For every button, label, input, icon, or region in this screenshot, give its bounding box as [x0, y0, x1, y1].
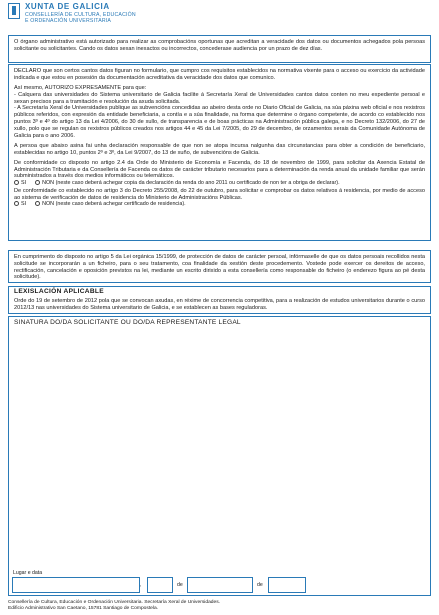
residence-options: [14, 201, 425, 208]
footer-line-2: Edificio Administrativo San Caetano, 15781 Santiago de Compostela.: [8, 606, 159, 611]
legislation-text: Orde do 19 de setembro de 2012 pola que se convocan axudas, en réxime de concorrencia competitiva, para a realización de estudos universitarios durante o curso 2012/13 nas universidades do Sistema universitario de Galicia, e se establecen as bases reguladoras.: [14, 297, 425, 311]
place-input[interactable]: [12, 577, 140, 593]
verification-notice-text: O órgano administrativo está autorizado para realizar as comprobacións oportunas que acreditan a veracidade dos datos ou documentos achegados pola persoas solicitante ou solicitantes. Cando os datos sexan inexactos ou incorrectos, concederase audiencia por un prazo de dez días.: [14, 39, 425, 52]
date-separator-de-2: de: [257, 582, 263, 588]
authorize-item-publication: - A Secretaría Xeral de Universidades publique as subvencións concedidas ao abeiro desta orde no Diario Oficial de Galicia, na súa páxina web oficial e nos rexistros públicos referidos, con expresión da entidade beneficiaria, a contía e a súa finalidade, na forma que determine o órgano competente, de acordo co establecido nos puntos 3º e 4º do artigo 13 da Lei 4/2006, do 30 de xullo, de transparencia e de boas prácticas na Administración pública galega, e no Decreto 132/2006, do 27 de xullo, polo que se regulan os rexistros públicos creados nos artigos 44 e 45 da Lei 7/2005, do 29 de decembro, de orzamentos xerais da Comunidade Autónoma de Galicia para o ano 2006.: [14, 105, 425, 139]
footer-line-1: Consellería de Cultura, Educación e Ordenación Universitaria. Secretaría Xeral de Universidades.: [8, 600, 221, 605]
residence-si-radio[interactable]: [14, 201, 19, 206]
declare-text: DECLARO que son certos cantos datos figuran no formulario, que cumpro cos requisitos establecidos na normativa vixente para o acceso ou exercicio da actividade indicada e que estou en posesión da documentación acreditativa da veracidade dos datos que comunico.: [14, 68, 425, 81]
header: [8, 3, 308, 29]
department-name: [25, 12, 136, 25]
verification-notice-box: [8, 35, 431, 63]
legislation-box: [8, 286, 431, 314]
authorize-intro: Así mesmo, AUTORIZO EXPRESAMENTE para que:: [14, 84, 147, 91]
authorize-item-universities: - Calquera das universidades do Sistema universitario de Galicia facilite á Secretaría Xeral de Universidades cantos datos conten no meu expediente persoal e sexan precisos para a tramitación e resolución da axuda solicitada.: [14, 91, 425, 105]
xunta-logo-icon: [8, 3, 20, 19]
tax-data-options: [14, 180, 425, 187]
residence-si-label: SI: [21, 201, 27, 208]
tax-si-label: SI: [21, 180, 27, 187]
department-line-1: CONSELLERÍA DE CULTURA, EDUCACIÓN: [25, 12, 136, 18]
beneficiary-declaration: A persoa que abaixo asina fai unha declaración responsable de que non se atopa incursa nalgunha das circunstancias para obter a condición de beneficiario, establecidas no artigo 10, puntos 2º e 3º, da Lei 9/2007, do 13 de xuño, de subvencións de Galicia.: [14, 142, 425, 156]
residence-consent-text: De conformidade co establecido no artigo 3 do Decreto 255/2008, do 22 de outubro, para solicitar e comprobar os datos relativos á residencia, por medio de acceso ao sistema de verificación de datos de residencia do Ministerio de Administracións Públicas.: [14, 187, 425, 201]
footer-address: [8, 600, 220, 612]
org-name: XUNTA DE GALICIA: [25, 2, 110, 11]
tax-data-consent-text: De conformidade co disposto no artigo 2.4 da Orde do Ministerio de Economía e Facenda, do 18 de novembro de 1999, para solicitar da Axencia Estatal de Administración Tributaria e da Consellería de Facenda os datos de carácter tributario necesarios para a determinación da renda anual da unidade familiar que serán subministrados a través dos medios informáticos ou telemáticos.: [14, 159, 425, 180]
day-input[interactable]: [147, 577, 173, 593]
legislation-title: LEXISLACIÓN APLICABLE: [14, 288, 104, 295]
signature-title: SINATURA DO/DA SOLICITANTE OU DO/DA REPRESENTANTE LEGAL: [14, 319, 241, 326]
date-separator-de-1: de: [177, 582, 183, 588]
tax-si-radio[interactable]: [14, 180, 19, 185]
place-date-label: Lugar e data: [13, 570, 43, 576]
residence-non-label: NON (neste caso deberá achegar certificado de residencia).: [42, 201, 186, 208]
department-line-2: E ORDENACIÓN UNIVERSITARIA: [25, 18, 112, 25]
declaration-box: [8, 64, 431, 241]
tax-non-radio[interactable]: [35, 180, 40, 185]
data-protection-box: [8, 250, 431, 283]
tax-non-label: NON (neste caso deberá achegar copia da declaración da renda do ano 2011 ou certificado de non ter a obriga de declarar).: [42, 180, 340, 187]
month-input[interactable]: [187, 577, 253, 593]
year-input[interactable]: [268, 577, 306, 593]
residence-non-radio[interactable]: [35, 201, 40, 206]
date-separator-comma: ,: [140, 582, 142, 588]
signature-box: [8, 316, 431, 596]
data-protection-text: En cumprimento do disposto no artigo 5 da Lei orgánica 15/1999, de protección de datos de carácter persoal, infórmaselle de que os datos persoais recollidos nesta solicitude se incorporarán a un ficheiro, para o seu tratamento, coa finalidade da xestión deste procedemento. Vostede pode exercer os dereitos de acceso, rectificación, cancelación e oposición previstos na lei, mediante un escrito dirixido a esta consellería como responsable do ficheiro (o enderezo figura ao pé desta solicitude).: [14, 254, 425, 281]
